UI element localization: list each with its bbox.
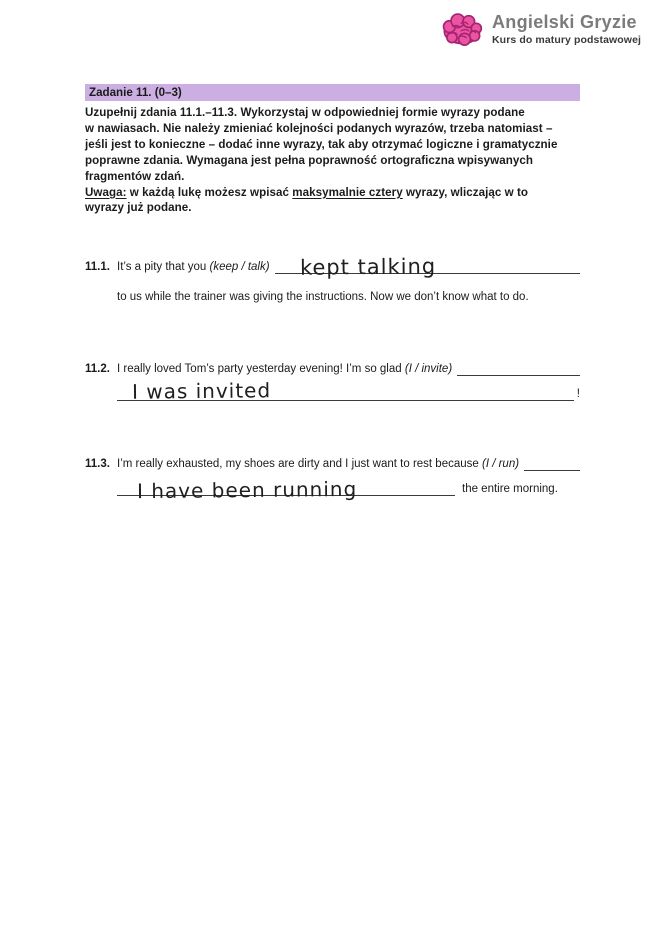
instruction-line: fragmentów zdań. [85, 169, 185, 183]
note-label: Uwaga: [85, 185, 127, 199]
handwritten-answer: I was invited [131, 378, 272, 404]
item-row [85, 450, 580, 471]
brand-name: Angielski Gryzie [492, 12, 637, 32]
brand-tagline: Kurs do matury podstawowej [492, 34, 642, 46]
handwritten-answer: kept talking [299, 254, 436, 280]
task-instructions [85, 105, 587, 216]
exercise-item-11-1 [85, 253, 580, 304]
brand-logo [441, 12, 641, 48]
answer-blank [275, 253, 580, 280]
instruction-line: jeśli jest to konieczne – dodać inne wyrazy, tak aby otrzymać logiczne i gramatycznie [85, 137, 558, 151]
item-row [117, 378, 580, 404]
item-number: 11.2. [85, 363, 110, 375]
instruction-line: w nawiasach. Nie należy zmieniać kolejności podanych wyrazów, trzeba natomiast – [85, 121, 553, 135]
verb-hint: (I / run) [481, 458, 520, 470]
answer-blank [117, 475, 455, 504]
exercise-item-11-3 [85, 450, 580, 504]
item-text [117, 362, 452, 376]
blank-suffix-text: the entire morning. [462, 483, 558, 495]
item-sentence: I really loved Tom’s party yesterday evening! I’m so glad [117, 363, 405, 375]
item-row [117, 475, 580, 504]
task-header: Zadanie 11. (0–3) [85, 84, 580, 101]
item-sentence: I’m really exhausted, my shoes are dirty and I just want to rest because [117, 458, 482, 470]
brain-icon [441, 12, 483, 48]
note-line: wyrazy już podane. [85, 201, 192, 215]
blank-suffix-text: ! [576, 388, 580, 400]
note-text: wyrazy, wliczając w to [402, 185, 529, 199]
answer-blank-stub [457, 355, 580, 376]
exercise-item-11-2 [85, 355, 580, 404]
item-text [117, 260, 270, 274]
item-sentence: It’s a pity that you [117, 261, 210, 273]
note-line [85, 185, 587, 201]
answer-blank [117, 378, 574, 404]
note-text: w każdą lukę możesz wpisać [126, 185, 293, 199]
note-underlined-phrase: maksymalnie cztery [292, 185, 403, 199]
instruction-line: poprawne zdania. Wymagana jest pełna poprawność ortograficzna wpisywanych [85, 153, 533, 167]
item-number: 11.3. [85, 458, 110, 470]
item-row [85, 253, 580, 280]
verb-hint: (I / invite) [404, 363, 453, 375]
verb-hint: (keep / talk) [209, 261, 270, 273]
handwritten-answer: I have been running [136, 476, 358, 504]
item-row [85, 355, 580, 376]
brand-text [492, 12, 641, 46]
item-text [117, 457, 519, 471]
item-continuation: to us while the trainer was giving the instructions. Now we don’t know what to do. [117, 291, 529, 303]
instruction-line: Uzupełnij zdania 11.1.–11.3. Wykorzystaj w odpowiedniej formie wyrazy podane [85, 106, 525, 119]
item-number: 11.1. [85, 261, 110, 273]
answer-blank-stub [524, 450, 580, 471]
